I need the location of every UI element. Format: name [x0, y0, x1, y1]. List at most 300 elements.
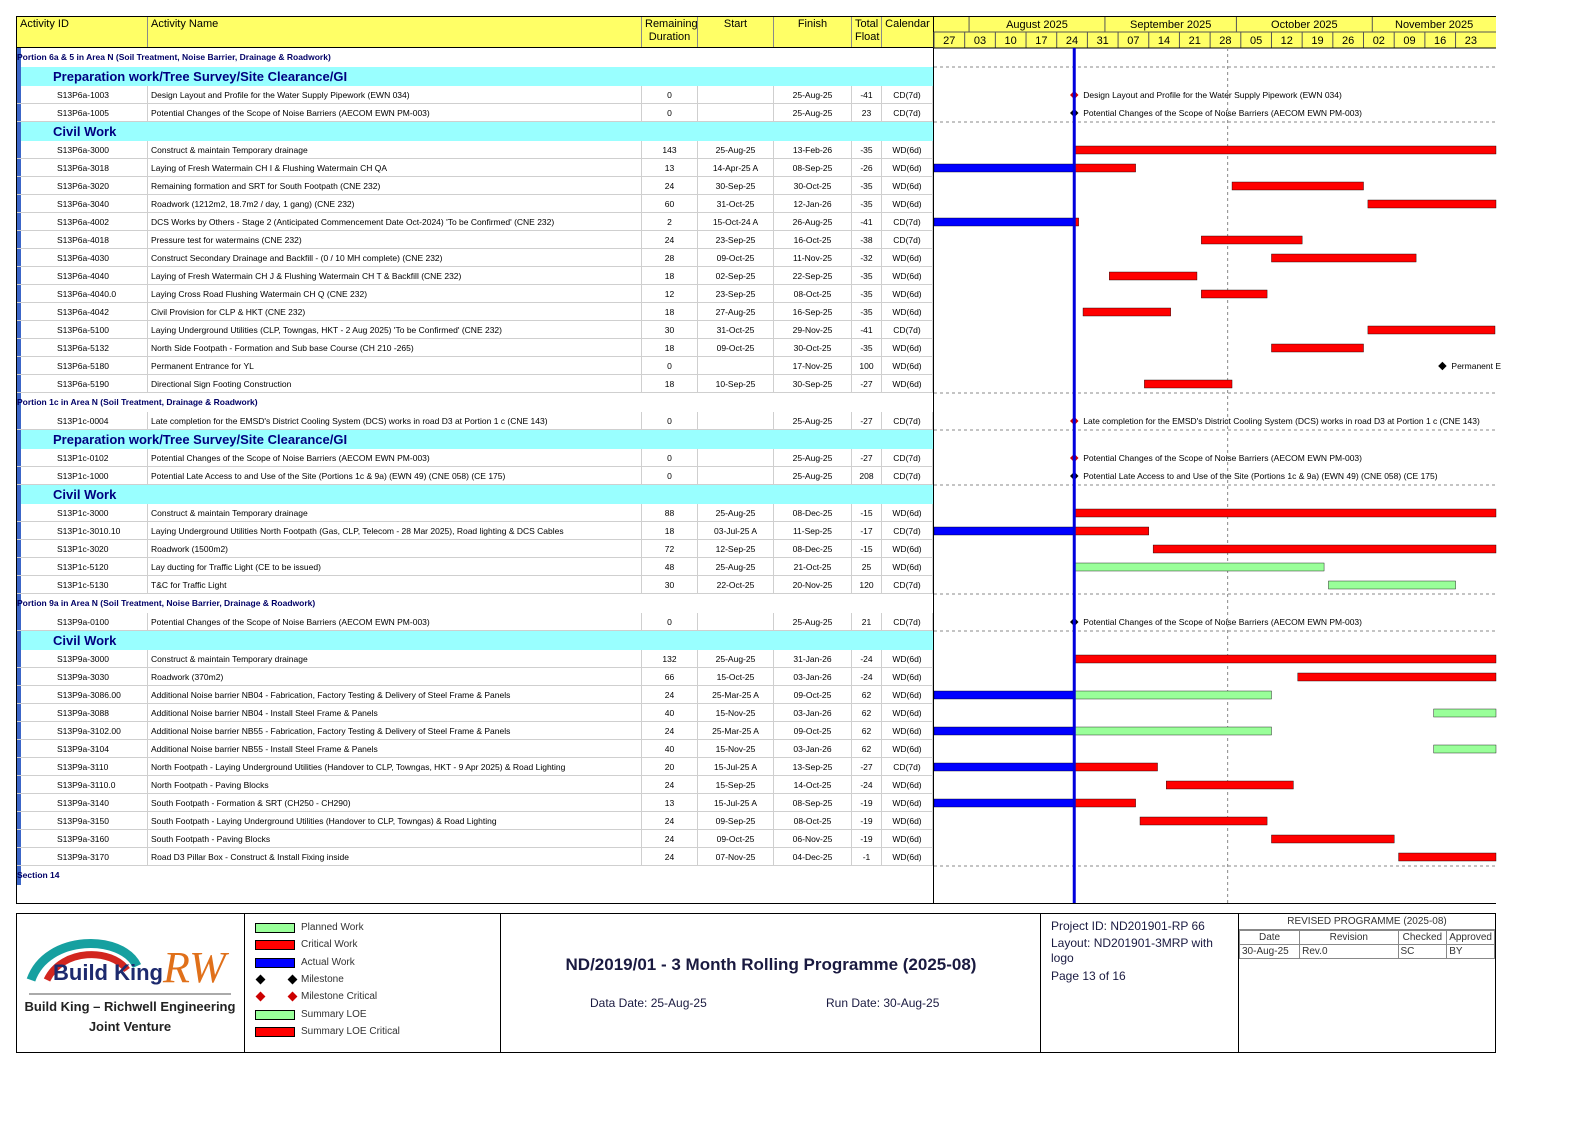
cell-activity-id: S13P6a-3040 — [17, 195, 148, 213]
cell-activity-id: S13P9a-3102.00 — [17, 722, 148, 740]
table-row[interactable] — [17, 576, 933, 594]
cell-calendar: CD(7d) — [882, 412, 933, 430]
group-label: Civil Work — [53, 487, 117, 502]
cell-calendar: WD(6d) — [882, 285, 933, 303]
month-label: October 2025 — [1271, 19, 1338, 31]
cell-activity-id: S13P1c-3010.10 — [17, 522, 148, 540]
group-label: Portion 1c in Area N (Soil Treatment, Drainage & Roadwork) — [17, 397, 258, 407]
group-header-sub[interactable] — [17, 67, 933, 86]
cell-activity-name: Additional Noise barrier NB04 - Fabrication, Factory Testing & Delivery of Steel Frame & Panels — [148, 686, 642, 704]
critical-bar[interactable] — [1074, 763, 1157, 771]
cell-calendar: WD(6d) — [882, 339, 933, 357]
cell-total-float: -24 — [852, 650, 882, 668]
planned-bar[interactable] — [1434, 745, 1496, 753]
group-header-sub[interactable] — [17, 122, 933, 141]
project-info-box — [1041, 914, 1239, 1052]
cell-total-float: 62 — [852, 722, 882, 740]
milestone-icon — [256, 992, 266, 1002]
table-row[interactable] — [17, 740, 933, 758]
group-label: Preparation work/Tree Survey/Site Clearance/GI — [53, 69, 348, 84]
table-row[interactable] — [17, 558, 933, 576]
critical-bar[interactable] — [1298, 673, 1496, 681]
cell-activity-id: S13P1c-0102 — [17, 449, 148, 467]
critical-bar[interactable] — [1201, 236, 1302, 244]
critical-bar[interactable] — [1074, 509, 1496, 517]
legend-label: Critical Work — [301, 939, 358, 951]
cell-start: 31-Oct-25 — [698, 195, 774, 213]
planned-bar[interactable] — [1074, 691, 1271, 699]
cell-calendar: WD(6d) — [882, 195, 933, 213]
cell-calendar: WD(6d) — [882, 740, 933, 758]
legend-label: Milestone — [301, 973, 344, 985]
cell-total-float: -15 — [852, 504, 882, 522]
cell-activity-name: Potential Late Access to and Use of the Site (Portions 1c & 9a) (EWN 49) (CNE 058) (CE 175) — [148, 467, 642, 485]
critical-bar[interactable] — [1074, 799, 1135, 807]
critical-bar[interactable] — [1368, 326, 1495, 334]
cell-calendar: WD(6d) — [882, 267, 933, 285]
actual-bar[interactable] — [934, 691, 1074, 699]
run-date: Run Date: 30-Aug-25 — [826, 996, 940, 1010]
cell-total-float: -1 — [852, 848, 882, 866]
week-label: 16 — [1434, 35, 1447, 47]
table-row[interactable] — [17, 231, 933, 249]
table-row[interactable] — [17, 668, 933, 686]
table-row[interactable] — [17, 794, 933, 812]
critical-bar[interactable] — [1074, 527, 1149, 535]
cell-start — [698, 104, 774, 122]
cell-remaining-duration: 24 — [642, 812, 698, 830]
cell-activity-name: Laying of Fresh Watermain CH I & Flushing Watermain CH QA — [148, 159, 642, 177]
cell-finish: 25-Aug-25 — [774, 412, 852, 430]
cell-remaining-duration: 40 — [642, 704, 698, 722]
cell-start — [698, 613, 774, 631]
cell-total-float: -19 — [852, 794, 882, 812]
cell-activity-id: S13P9a-0100 — [17, 613, 148, 631]
cell-calendar: CD(7d) — [882, 104, 933, 122]
rev-header-date: Date — [1240, 931, 1300, 945]
week-label: 03 — [973, 35, 987, 47]
cell-start — [698, 467, 774, 485]
critical-bar[interactable] — [1109, 272, 1197, 280]
cell-start: 03-Jul-25 A — [698, 522, 774, 540]
legend-label: Summary LOE Critical — [301, 1025, 400, 1037]
group-header-sub[interactable] — [17, 631, 933, 650]
cell-total-float: 62 — [852, 686, 882, 704]
cell-calendar: CD(7d) — [882, 321, 933, 339]
cell-remaining-duration: 132 — [642, 650, 698, 668]
cell-remaining-duration: 143 — [642, 141, 698, 159]
cell-remaining-duration: 18 — [642, 339, 698, 357]
cell-activity-id: S13P6a-5132 — [17, 339, 148, 357]
cell-activity-id: S13P6a-4018 — [17, 231, 148, 249]
cell-activity-id: S13P9a-3000 — [17, 650, 148, 668]
table-row[interactable] — [17, 141, 933, 159]
cell-start — [698, 412, 774, 430]
cell-start: 15-Jul-25 A — [698, 758, 774, 776]
cell-finish: 17-Nov-25 — [774, 357, 852, 375]
cell-calendar: WD(6d) — [882, 830, 933, 848]
cell-calendar: WD(6d) — [882, 159, 933, 177]
week-label: 31 — [1096, 35, 1109, 47]
cell-activity-id: S13P9a-3160 — [17, 830, 148, 848]
cell-activity-name: Remaining formation and SRT for South Footpath (CNE 232) — [148, 177, 642, 195]
table-row[interactable] — [17, 267, 933, 285]
table-row[interactable] — [17, 159, 933, 177]
cell-calendar: WD(6d) — [882, 776, 933, 794]
cell-activity-name: Roadwork (1212m2, 18.7m2 / day, 1 gang) (CNE 232) — [148, 195, 642, 213]
cell-start: 15-Oct-24 A — [698, 213, 774, 231]
table-row[interactable] — [17, 104, 933, 122]
critical-bar[interactable] — [1271, 344, 1363, 352]
cell-start: 22-Oct-25 — [698, 576, 774, 594]
cell-activity-id: S13P1c-0004 — [17, 412, 148, 430]
cell-calendar: WD(6d) — [882, 141, 933, 159]
cell-total-float: -27 — [852, 375, 882, 393]
actual-bar[interactable] — [934, 218, 1074, 226]
cell-remaining-duration: 18 — [642, 375, 698, 393]
cell-calendar: CD(7d) — [882, 758, 933, 776]
critical-bar[interactable] — [1083, 308, 1171, 316]
cell-start: 15-Jul-25 A — [698, 794, 774, 812]
planned-bar[interactable] — [1434, 709, 1496, 717]
group-header-section[interactable] — [17, 866, 933, 885]
legend-swatch — [255, 940, 295, 950]
week-label: 27 — [943, 35, 956, 47]
critical-bar[interactable] — [1271, 835, 1394, 843]
col-finish[interactable]: Finish — [774, 17, 852, 47]
rev-header-approved: Approved — [1447, 931, 1495, 945]
table-row[interactable] — [17, 686, 933, 704]
rev-header-revision: Revision — [1300, 931, 1398, 945]
critical-bar[interactable] — [1368, 200, 1496, 208]
cell-calendar: WD(6d) — [882, 794, 933, 812]
actual-bar[interactable] — [934, 727, 1074, 735]
table-row[interactable] — [17, 449, 933, 467]
cell-activity-name: Potential Changes of the Scope of Noise Barriers (AECOM EWN PM-003) — [148, 104, 642, 122]
cell-start: 23-Sep-25 — [698, 285, 774, 303]
cell-calendar: WD(6d) — [882, 686, 933, 704]
table-row[interactable] — [17, 195, 933, 213]
col-activity-name[interactable]: Activity Name — [148, 17, 642, 47]
cell-total-float: -35 — [852, 267, 882, 285]
cell-total-float: -27 — [852, 449, 882, 467]
cell-finish: 25-Aug-25 — [774, 104, 852, 122]
title-block — [16, 913, 1496, 1053]
cell-activity-name: Civil Provision for CLP & HKT (CNE 232) — [148, 303, 642, 321]
table-row[interactable] — [17, 830, 933, 848]
table-row[interactable] — [17, 522, 933, 540]
cell-start: 25-Aug-25 — [698, 558, 774, 576]
table-row[interactable] — [17, 704, 933, 722]
table-row[interactable] — [17, 303, 933, 321]
cell-activity-id: S13P6a-3018 — [17, 159, 148, 177]
critical-bar[interactable] — [1074, 164, 1135, 172]
group-label: Portion 6a & 5 in Area N (Soil Treatment, Noise Barrier, Drainage & Roadwork) — [17, 52, 331, 62]
cell-activity-id: S13P6a-4002 — [17, 213, 148, 231]
cell-remaining-duration: 24 — [642, 231, 698, 249]
cell-activity-id: S13P6a-3000 — [17, 141, 148, 159]
cell-finish: 03-Jan-26 — [774, 704, 852, 722]
cell-activity-id: S13P6a-3020 — [17, 177, 148, 195]
col-activity-id[interactable]: Activity ID — [17, 17, 148, 47]
title-box — [501, 914, 1041, 1052]
cell-activity-id: S13P6a-1003 — [17, 86, 148, 104]
cell-activity-name: North Side Footpath - Formation and Sub base Course (CH 210 -265) — [148, 339, 642, 357]
cell-activity-id: S13P6a-5100 — [17, 321, 148, 339]
actual-bar[interactable] — [934, 799, 1074, 807]
cell-finish: 03-Jan-26 — [774, 668, 852, 686]
planned-bar[interactable] — [1074, 727, 1271, 735]
planned-bar[interactable] — [1074, 563, 1324, 571]
table-row[interactable] — [17, 812, 933, 830]
critical-bar[interactable] — [1074, 146, 1496, 154]
critical-bar[interactable] — [1201, 290, 1267, 298]
cell-activity-name: Additional Noise barrier NB04 - Install Steel Frame & Panels — [148, 704, 642, 722]
group-label: Preparation work/Tree Survey/Site Clearance/GI — [53, 432, 348, 447]
critical-bar[interactable] — [1074, 655, 1496, 663]
cell-calendar: WD(6d) — [882, 650, 933, 668]
cell-activity-name: Permanent Entrance for YL — [148, 357, 642, 375]
cell-start: 14-Apr-25 A — [698, 159, 774, 177]
critical-bar[interactable] — [1144, 380, 1232, 388]
cell-remaining-duration: 24 — [642, 776, 698, 794]
cell-calendar: WD(6d) — [882, 848, 933, 866]
legend-swatch — [255, 958, 295, 968]
cell-remaining-duration: 24 — [642, 848, 698, 866]
week-label: 19 — [1311, 35, 1324, 47]
cell-start: 25-Aug-25 — [698, 141, 774, 159]
table-row[interactable] — [17, 540, 933, 558]
cell-finish: 16-Sep-25 — [774, 303, 852, 321]
table-header — [17, 17, 933, 48]
milestone-label: Potential Late Access to and Use of the Site (Portions 1c & 9a) (EWN 49) (CNE 058) (CE 175) — [1083, 471, 1438, 481]
group-header-sub[interactable] — [17, 430, 933, 449]
milestone-label: Late completion for the EMSD's District Cooling System (DCS) works in road D3 at Portion 1 c (CNE 143) — [1083, 416, 1480, 426]
group-header-portion[interactable] — [17, 393, 933, 412]
cell-remaining-duration: 72 — [642, 540, 698, 558]
cell-total-float: 100 — [852, 357, 882, 375]
cell-total-float: 21 — [852, 613, 882, 631]
milestone-icon — [256, 974, 266, 984]
cell-calendar: WD(6d) — [882, 540, 933, 558]
cell-remaining-duration: 88 — [642, 504, 698, 522]
cell-total-float: -19 — [852, 812, 882, 830]
month-label: August 2025 — [1006, 19, 1068, 31]
cell-activity-name: Design Layout and Profile for the Water Supply Pipework (EWN 034) — [148, 86, 642, 104]
cell-total-float: 208 — [852, 467, 882, 485]
logo-build-king: Build King — [53, 960, 163, 985]
table-row[interactable] — [17, 504, 933, 522]
table-row[interactable] — [17, 285, 933, 303]
milestone-label: Design Layout and Profile for the Water Supply Pipework (EWN 034) — [1083, 90, 1342, 100]
cell-activity-id: S13P6a-4040 — [17, 267, 148, 285]
critical-bar[interactable] — [1399, 853, 1496, 861]
month-label: November 2025 — [1395, 19, 1474, 31]
cell-remaining-duration: 28 — [642, 249, 698, 267]
cell-finish: 13-Feb-26 — [774, 141, 852, 159]
cell-remaining-duration: 66 — [642, 668, 698, 686]
table-row[interactable] — [17, 339, 933, 357]
month-label: September 2025 — [1130, 19, 1212, 31]
critical-bar[interactable] — [1232, 182, 1363, 190]
table-row[interactable] — [17, 848, 933, 866]
group-header-sub[interactable] — [17, 485, 933, 504]
cell-total-float: -35 — [852, 141, 882, 159]
cell-finish: 09-Oct-25 — [774, 686, 852, 704]
cell-remaining-duration: 0 — [642, 449, 698, 467]
group-label: Civil Work — [53, 124, 117, 139]
milestone-icon — [288, 974, 298, 984]
cell-total-float: 120 — [852, 576, 882, 594]
col-calendar[interactable]: Calendar — [885, 18, 930, 30]
table-row[interactable] — [17, 213, 933, 231]
cell-activity-name: Potential Changes of the Scope of Noise Barriers (AECOM EWN PM-003) — [148, 613, 642, 631]
cell-activity-id: S13P9a-3140 — [17, 794, 148, 812]
cell-finish: 16-Oct-25 — [774, 231, 852, 249]
col-start[interactable]: Start — [698, 17, 774, 47]
group-header-portion[interactable] — [17, 48, 933, 67]
cell-finish: 08-Sep-25 — [774, 794, 852, 812]
legend-label: Milestone Critical — [301, 991, 378, 1003]
cell-finish: 08-Dec-25 — [774, 504, 852, 522]
row-outline-bar — [17, 67, 21, 86]
critical-bar[interactable] — [1140, 817, 1267, 825]
cell-finish: 30-Oct-25 — [774, 339, 852, 357]
group-header-portion[interactable] — [17, 594, 933, 613]
cell-remaining-duration: 2 — [642, 213, 698, 231]
milestone-marker[interactable] — [1438, 362, 1446, 370]
cell-start: 25-Aug-25 — [698, 650, 774, 668]
cell-activity-name: T&C for Traffic Light — [148, 576, 642, 594]
cell-calendar: CD(7d) — [882, 449, 933, 467]
critical-bar[interactable] — [1166, 781, 1293, 789]
cell-finish: 29-Nov-25 — [774, 321, 852, 339]
cell-total-float: -35 — [852, 177, 882, 195]
cell-calendar: WD(6d) — [882, 722, 933, 740]
critical-bar[interactable] — [1271, 254, 1416, 262]
logo-rw: RW — [163, 943, 226, 992]
legend-swatch — [255, 1010, 295, 1020]
group-label: Portion 9a in Area N (Soil Treatment, Noise Barrier, Drainage & Roadwork) — [17, 598, 316, 608]
cell-activity-id: S13P6a-5190 — [17, 375, 148, 393]
cell-start: 12-Sep-25 — [698, 540, 774, 558]
cell-activity-name: Roadwork (1500m2) — [148, 540, 642, 558]
cell-total-float: 62 — [852, 704, 882, 722]
rev-date: 30-Aug-25 — [1240, 945, 1300, 959]
gantt-svg — [934, 17, 1502, 903]
milestone-label: Potential Changes of the Scope of Noise Barriers (AECOM EWN PM-003) — [1083, 108, 1362, 118]
row-outline-bar — [17, 631, 21, 650]
cell-activity-id: S13P9a-3088 — [17, 704, 148, 722]
cell-finish: 11-Sep-25 — [774, 522, 852, 540]
table-row[interactable] — [17, 177, 933, 195]
cell-start: 31-Oct-25 — [698, 321, 774, 339]
layout-name: Layout: ND201901-3MRP with logo — [1051, 936, 1213, 965]
cell-remaining-duration: 20 — [642, 758, 698, 776]
row-outline-bar — [17, 122, 21, 141]
cell-calendar: WD(6d) — [882, 504, 933, 522]
cell-activity-id: S13P6a-4030 — [17, 249, 148, 267]
cell-total-float: -35 — [852, 285, 882, 303]
logo-company2: Joint Venture — [88, 1019, 172, 1034]
actual-bar[interactable] — [934, 763, 1074, 771]
cell-start: 15-Sep-25 — [698, 776, 774, 794]
cell-calendar: CD(7d) — [882, 213, 933, 231]
week-label: 26 — [1342, 35, 1355, 47]
table-row[interactable] — [17, 412, 933, 430]
table-row[interactable] — [17, 321, 933, 339]
cell-finish: 04-Dec-25 — [774, 848, 852, 866]
cell-finish: 08-Oct-25 — [774, 812, 852, 830]
cell-activity-id: S13P6a-4040.0 — [17, 285, 148, 303]
actual-bar[interactable] — [934, 164, 1074, 172]
cell-calendar: CD(7d) — [882, 467, 933, 485]
cell-total-float: 25 — [852, 558, 882, 576]
legend-label: Planned Work — [301, 922, 364, 933]
cell-start: 09-Oct-25 — [698, 339, 774, 357]
cell-finish: 08-Sep-25 — [774, 159, 852, 177]
cell-start: 27-Aug-25 — [698, 303, 774, 321]
planned-bar[interactable] — [1328, 581, 1455, 589]
table-row[interactable] — [17, 722, 933, 740]
cell-total-float: -24 — [852, 776, 882, 794]
cell-remaining-duration: 12 — [642, 285, 698, 303]
company-logo — [17, 914, 245, 1052]
row-outline-bar — [17, 485, 21, 504]
critical-bar[interactable] — [1153, 545, 1496, 553]
cell-activity-name: Laying Underground Utilities North Footpath (Gas, CLP, Telecom - 28 Mar 2025), Road lighting & DCS Cables — [148, 522, 642, 540]
cell-finish: 11-Nov-25 — [774, 249, 852, 267]
table-row[interactable] — [17, 467, 933, 485]
cell-total-float: -41 — [852, 86, 882, 104]
cell-activity-id: S13P9a-3104 — [17, 740, 148, 758]
cell-total-float: -27 — [852, 758, 882, 776]
cell-activity-name: Laying Underground Utilities (CLP, Towngas, HKT - 2 Aug 2025) 'To be Confirmed' (CNE 232) — [148, 321, 642, 339]
cell-activity-id: S13P1c-1000 — [17, 467, 148, 485]
week-label: 14 — [1157, 35, 1171, 47]
table-row[interactable] — [17, 776, 933, 794]
table-row[interactable] — [17, 650, 933, 668]
table-row[interactable] — [17, 758, 933, 776]
cell-activity-id: S13P9a-3170 — [17, 848, 148, 866]
cell-activity-id: S13P1c-5120 — [17, 558, 148, 576]
cell-activity-id: S13P9a-3086.00 — [17, 686, 148, 704]
cell-activity-id: S13P9a-3110 — [17, 758, 148, 776]
cell-calendar: CD(7d) — [882, 231, 933, 249]
cell-total-float: -15 — [852, 540, 882, 558]
cell-remaining-duration: 0 — [642, 467, 698, 485]
cell-calendar: WD(6d) — [882, 375, 933, 393]
page-number: Page 13 of 16 — [1051, 969, 1126, 983]
table-row[interactable] — [17, 86, 933, 104]
table-row[interactable] — [17, 613, 933, 631]
cell-activity-name: Potential Changes of the Scope of Noise Barriers (AECOM EWN PM-003) — [148, 449, 642, 467]
actual-bar[interactable] — [934, 527, 1074, 535]
cell-start — [698, 449, 774, 467]
table-row[interactable] — [17, 375, 933, 393]
col-total-float[interactable]: Total Float — [852, 17, 882, 47]
week-label: 23 — [1464, 35, 1477, 47]
cell-remaining-duration: 18 — [642, 303, 698, 321]
col-remaining-duration[interactable]: Remaining Duration — [642, 17, 698, 47]
cell-total-float: -19 — [852, 830, 882, 848]
table-row[interactable] — [17, 249, 933, 267]
cell-calendar: WD(6d) — [882, 249, 933, 267]
cell-total-float: -17 — [852, 522, 882, 540]
table-row[interactable] — [17, 357, 933, 375]
schedule-frame — [16, 16, 1502, 904]
cell-start: 30-Sep-25 — [698, 177, 774, 195]
